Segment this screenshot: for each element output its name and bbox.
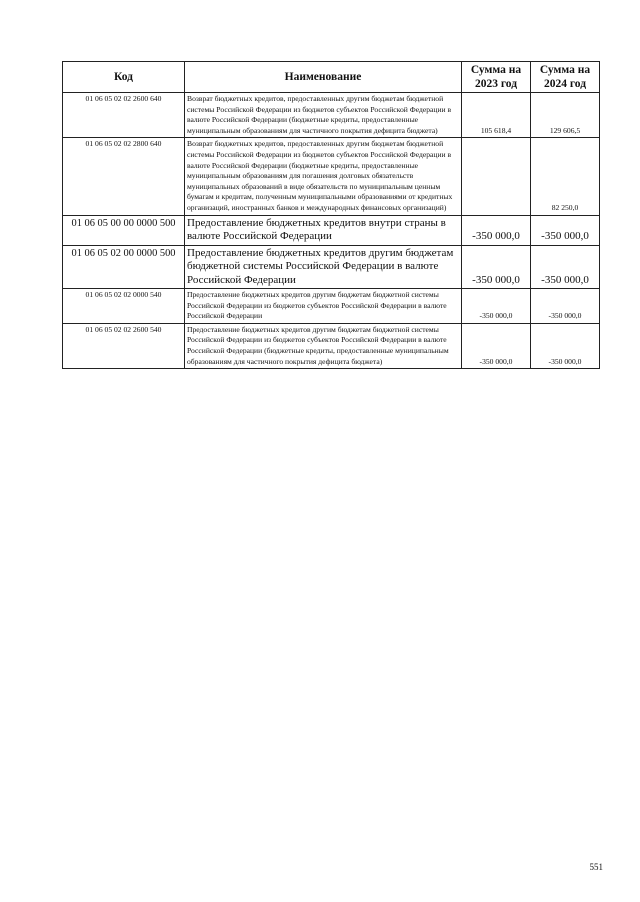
row-code: 01 06 05 02 02 2600 640	[63, 93, 185, 138]
row-code: 01 06 05 02 02 0000 540	[63, 289, 185, 324]
row-code: 01 06 05 02 00 0000 500	[63, 245, 185, 289]
table-row	[63, 289, 600, 324]
row-sum-2023: -350 000,0	[462, 245, 531, 289]
row-sum-2023: -350 000,0	[462, 289, 531, 324]
row-sum-2024: -350 000,0	[531, 323, 600, 368]
row-name: Предоставление бюджетных кредитов внутри страны в валюте Российской Федерации	[185, 215, 462, 245]
row-sum-2023	[462, 138, 531, 215]
row-name: Возврат бюджетных кредитов, предоставленных другим бюджетам бюджетной системы Российской Федерации из бюджетов субъектов Российской Федерации в валюте Российской Федерации (бюджетные кредиты, предоставленные муниципальным образованиям для погашения долговых обязательств муниципальных образований в виде обязательств по муниципальным ценным бумагам и кредитам, полученным муниципальными образованиями от кредитных организаций, иностранных банков и международных финансовых организаций)	[185, 138, 462, 215]
row-code: 01 06 05 02 02 2800 640	[63, 138, 185, 215]
row-name: Предоставление бюджетных кредитов другим бюджетам бюджетной системы Российской Федерации из бюджетов субъектов Российской Федерации в валюте Российской Федерации (бюджетные кредиты, предоставленные муниципальным образованиям для частичного покрытия дефицита бюджета)	[185, 323, 462, 368]
table-row	[63, 323, 600, 368]
row-sum-2023: -350 000,0	[462, 323, 531, 368]
page-number: 551	[589, 862, 603, 872]
row-sum-2023: 105 618,4	[462, 93, 531, 138]
row-code: 01 06 05 00 00 0000 500	[63, 215, 185, 245]
row-sum-2024: 129 606,5	[531, 93, 600, 138]
table-row	[63, 245, 600, 289]
row-code: 01 06 05 02 02 2600 540	[63, 323, 185, 368]
header-code: Код	[63, 62, 185, 93]
table-row	[63, 93, 600, 138]
table-row	[63, 138, 600, 215]
budget-table	[62, 61, 600, 369]
table-row	[63, 215, 600, 245]
row-sum-2024: -350 000,0	[531, 215, 600, 245]
row-sum-2023: -350 000,0	[462, 215, 531, 245]
row-sum-2024: -350 000,0	[531, 289, 600, 324]
header-sum-2024: Сумма на 2024 год	[531, 62, 600, 93]
row-name: Возврат бюджетных кредитов, предоставленных другим бюджетам бюджетной системы Российской Федерации из бюджетов субъектов Российской Федерации в валюте Российской Федерации (бюджетные кредиты, предоставленные муниципальным образованиям для частичного покрытия дефицита бюджета)	[185, 93, 462, 138]
table-header-row	[63, 62, 600, 93]
row-sum-2024: 82 250,0	[531, 138, 600, 215]
row-name: Предоставление бюджетных кредитов другим бюджетам бюджетной системы Российской Федерации в валюте Российской Федерации	[185, 245, 462, 289]
header-name: Наименование	[185, 62, 462, 93]
row-name: Предоставление бюджетных кредитов другим бюджетам бюджетной системы Российской Федерации из бюджетов субъектов Российской Федерации в валюте Российской Федерации	[185, 289, 462, 324]
header-sum-2023: Сумма на 2023 год	[462, 62, 531, 93]
row-sum-2024: -350 000,0	[531, 245, 600, 289]
